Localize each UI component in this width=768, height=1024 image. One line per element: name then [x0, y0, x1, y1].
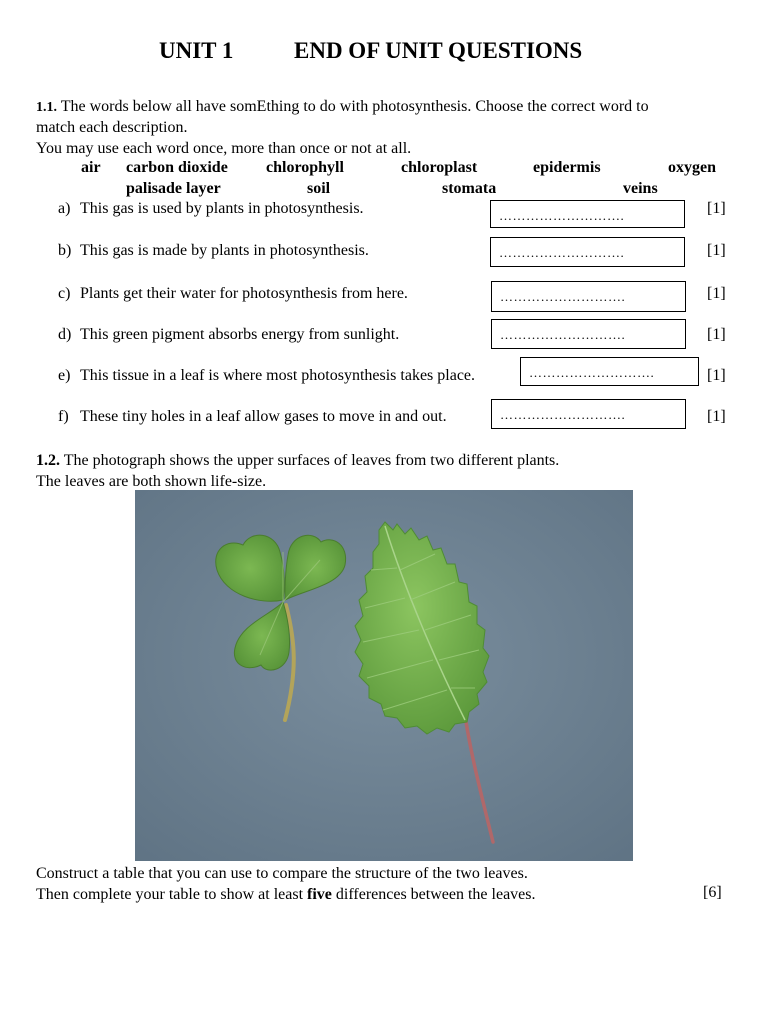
question-letter: b)	[58, 242, 72, 259]
leaves-photograph	[135, 490, 633, 861]
word-bank-item: stomata	[442, 180, 497, 197]
answer-box-d[interactable]: ……………………….	[491, 319, 686, 349]
marks-b: [1]	[707, 242, 726, 259]
answer-box-a[interactable]: ……………………….	[490, 200, 685, 228]
q1-2-line2: The leaves are both shown life-size.	[36, 473, 267, 490]
question-letter: f)	[58, 408, 69, 425]
word-bank-item: oxygen	[668, 159, 716, 176]
word-bank-item: carbon dioxide	[126, 159, 228, 176]
marks-d: [1]	[707, 326, 726, 343]
answer-box-f[interactable]: ……………………….	[491, 399, 686, 429]
question-text: This gas is made by plants in photosynthesis.	[80, 242, 369, 259]
marks-e: [1]	[707, 367, 726, 384]
word-bank-item: soil	[307, 180, 331, 197]
question-text: Plants get their water for photosynthesis from here.	[80, 285, 408, 302]
question-text: This green pigment absorbs energy from sunlight.	[80, 326, 400, 343]
question-letter: a)	[58, 200, 71, 217]
task-text-bold: five	[307, 886, 332, 903]
question-text: These tiny holes in a leaf allow gases to move in and out.	[80, 408, 447, 425]
task-text-pre: Then complete your table to show at least	[36, 886, 308, 903]
question-letter: e)	[58, 367, 71, 384]
q1-1-intro-line1	[36, 96, 649, 118]
question-text: This tissue in a leaf is where most photosynthesis takes place.	[80, 367, 476, 384]
q1-1-intro-line2: match each description.	[36, 119, 188, 136]
marks-f: [1]	[707, 408, 726, 425]
answer-box-e[interactable]: ……………………….	[520, 357, 699, 386]
question-d	[58, 326, 399, 344]
word-bank-item: air	[81, 159, 101, 176]
q1-2-text: The photograph shows the upper surfaces of leaves from two different plants.	[63, 452, 560, 469]
word-bank-item: epidermis	[533, 159, 601, 176]
question-b	[58, 242, 369, 260]
word-bank-item: palisade layer	[126, 180, 221, 197]
unit-label: UNIT 1	[159, 38, 234, 63]
word-bank-item: chloroplast	[401, 159, 478, 176]
question-text: This gas is used by plants in photosynthesis.	[80, 200, 364, 217]
q1-2-line1	[36, 450, 559, 471]
page-title: END OF UNIT QUESTIONS	[294, 38, 583, 63]
word-bank-item: veins	[623, 180, 658, 197]
q1-2-task-line1: Construct a table that you can use to compare the structure of the two leaves.	[36, 865, 528, 882]
answer-box-b[interactable]: ……………………….	[490, 237, 685, 267]
q1-2-number: 1.2.	[36, 452, 60, 469]
question-e	[58, 367, 475, 385]
word-bank-item: chlorophyll	[266, 159, 344, 176]
question-a	[58, 200, 364, 218]
q1-1-number: 1.1.	[36, 100, 57, 115]
q1-1-instruction: You may use each word once, more than once or not at all.	[36, 140, 412, 157]
marks-c: [1]	[707, 285, 726, 302]
question-f	[58, 408, 447, 426]
answer-box-c[interactable]: ……………………….	[491, 281, 686, 312]
marks-a: [1]	[707, 200, 726, 217]
q1-1-intro-text: The words below all have somEthing to do with photosynthesis. Choose the correct word to	[60, 98, 649, 115]
marks-q1-2: [6]	[703, 884, 722, 901]
question-letter: c)	[58, 285, 71, 302]
question-letter: d)	[58, 326, 72, 343]
q1-2-task-line2	[36, 884, 536, 905]
task-text-post: differences between the leaves.	[331, 886, 536, 903]
question-c	[58, 285, 408, 303]
